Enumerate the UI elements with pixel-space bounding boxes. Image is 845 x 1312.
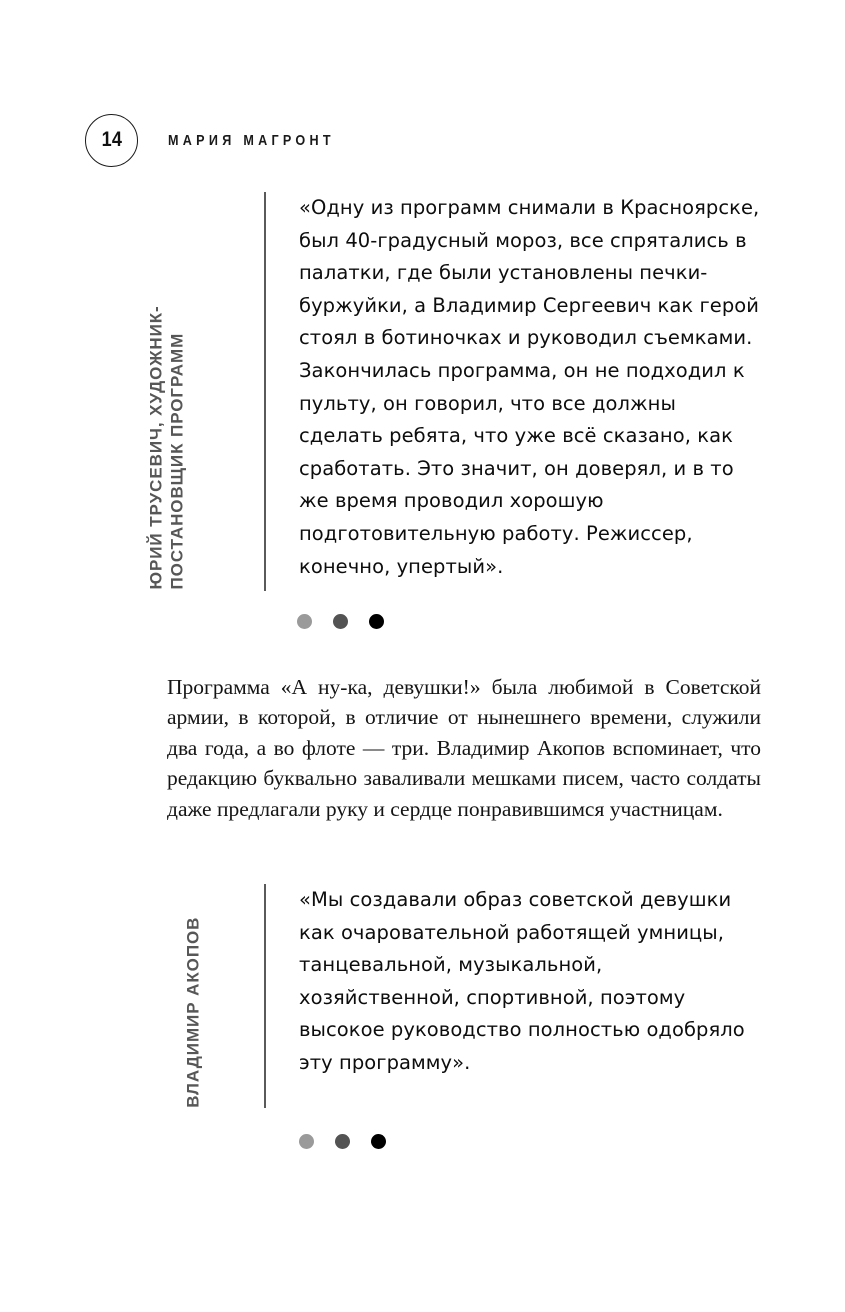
page-number: 14 (101, 128, 122, 151)
separator-dot-dark (369, 614, 384, 629)
quote-attribution-line-1: ЮРИЙ ТРУСЕВИЧ, ХУДОЖНИК- (146, 304, 166, 589)
dot-separator-2 (299, 1134, 386, 1149)
page-number-badge (85, 114, 138, 167)
quote-body-akopov (299, 884, 761, 1108)
quote-rule (264, 192, 266, 591)
running-head (85, 106, 367, 174)
body-paragraph: Программа «А ну-ка, девушки!» была любимой в Советской армии, в которой, в отличие от нынешнего времени, служили два года, а во флоте — три. Владимир Акопов вспоминает, что редакцию буквально заваливали мешками писем, часто солдаты даже предлагали руку и сердце понравившимся участницам. (167, 675, 761, 821)
separator-dot-mid (335, 1134, 350, 1149)
quote-attribution-line-2: ПОСТАНОВЩИК ПРОГРАММ (167, 332, 187, 589)
quote-block-akopov (183, 884, 761, 1108)
quote-attribution-vertical-text (183, 917, 204, 1108)
quote-rule (264, 884, 266, 1108)
quote-attribution-akopov (183, 884, 264, 1108)
quote-body-trusevich (299, 192, 761, 591)
quote-attribution-line-1: ВЛАДИМИР АКОПОВ (183, 916, 203, 1108)
quote-block-trusevich (146, 192, 761, 591)
separator-dot-light (299, 1134, 314, 1149)
separator-dot-dark (371, 1134, 386, 1149)
quote-attribution-trusevich (146, 192, 264, 591)
quote-text: «Одну из программ снимали в Красноярске, был 40-градусный мороз, все спрятались в палатки, где были установлены печки-буржуйки, а Владимир Сергеевич как герой стоял в ботиночках и руководил съемками. Закончилась программа, он не подходил к пульту, он говорил, что все должны сделать ребята, что уже всё сказано, как сработать. Это значит, он доверял, и в то же время проводил хорошую подготовительную работу. Режиссер, конечно, упертый». (299, 196, 760, 578)
running-head-author: МАРИЯ МАГРОНТ (168, 131, 335, 149)
dot-separator-1 (297, 614, 384, 629)
quote-attribution-vertical-text (147, 305, 188, 589)
separator-dot-light (297, 614, 312, 629)
quote-text: «Мы создавали образ советской девушки как очаровательной работящей умницы, танцевальной, музыкальной, хозяйственной, спортивной, поэтому высокое руководство полностью одобряло эту программу». (299, 888, 745, 1074)
separator-dot-mid (333, 614, 348, 629)
